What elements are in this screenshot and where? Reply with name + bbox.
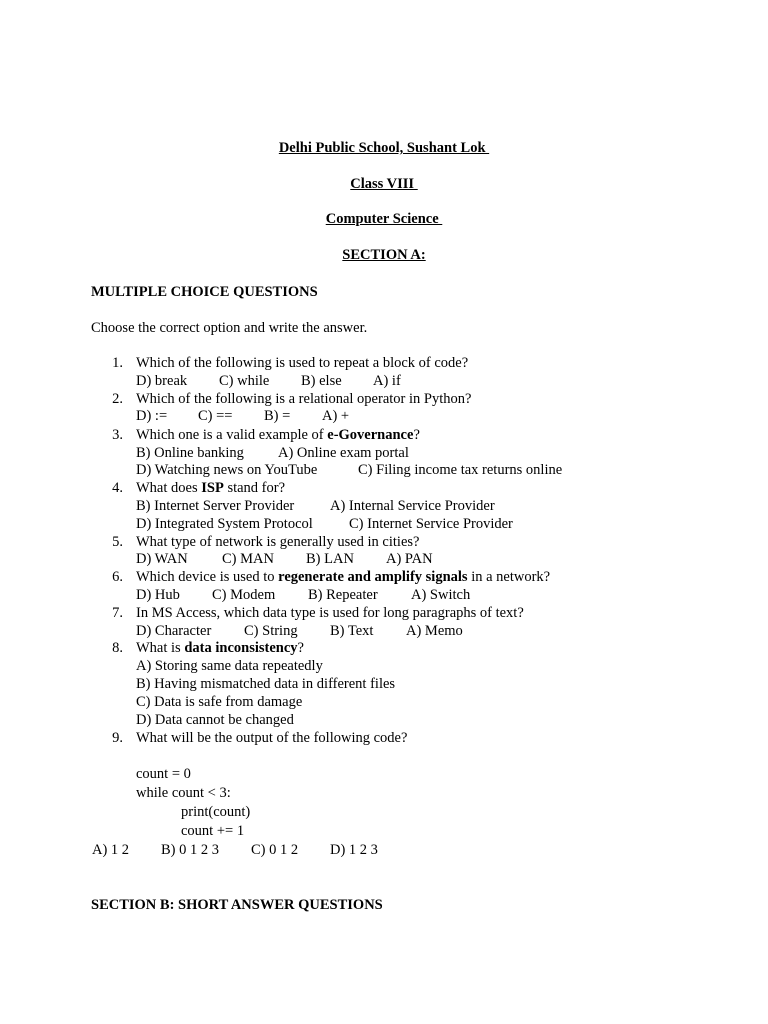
subject-title: Computer Science bbox=[325, 211, 443, 227]
question-number: 1. bbox=[112, 355, 123, 371]
option: B) LAN bbox=[306, 551, 354, 567]
question-text-post: ? bbox=[413, 427, 420, 443]
option: A) + bbox=[322, 408, 350, 424]
option: C) while bbox=[219, 373, 270, 389]
option: D) WAN bbox=[136, 551, 188, 567]
section-b-heading: SECTION B: SHORT ANSWER QUESTIONS bbox=[91, 897, 383, 913]
option: C) String bbox=[244, 623, 298, 639]
question-number: 2. bbox=[112, 391, 123, 407]
option: C) Filing income tax returns online bbox=[358, 462, 563, 478]
mcq-instruction: Choose the correct option and write the answer. bbox=[91, 320, 368, 336]
option: A) Switch bbox=[411, 587, 471, 603]
option: A) Memo bbox=[406, 623, 463, 639]
question-text-pre: What does bbox=[136, 480, 202, 496]
option: D) Hub bbox=[136, 587, 180, 603]
option: C) Internet Service Provider bbox=[349, 516, 513, 532]
option: A) Storing same data repeatedly bbox=[136, 658, 323, 674]
code-line: count += 1 bbox=[181, 823, 245, 839]
question-text-post: in a network? bbox=[467, 569, 551, 585]
question-text: In MS Access, which data type is used for long paragraphs of text? bbox=[136, 605, 524, 621]
option: A) Online exam portal bbox=[278, 445, 409, 461]
option: D) Data cannot be changed bbox=[136, 712, 294, 728]
option: B) Repeater bbox=[308, 587, 378, 603]
option: A) 1 2 bbox=[92, 842, 130, 858]
question-text bbox=[136, 568, 550, 586]
option: B) Internet Server Provider bbox=[136, 498, 295, 514]
question-text bbox=[136, 639, 304, 657]
option: C) Data is safe from damage bbox=[136, 694, 303, 710]
option: C) 0 1 2 bbox=[251, 842, 299, 858]
option: D) Watching news on YouTube bbox=[136, 462, 318, 478]
question-number: 5. bbox=[112, 534, 123, 550]
code-line: print(count) bbox=[181, 804, 251, 820]
question-text bbox=[136, 479, 285, 497]
option: C) MAN bbox=[222, 551, 274, 567]
option: D) 1 2 3 bbox=[330, 842, 378, 858]
question-text-pre: What is bbox=[136, 640, 185, 656]
question-number: 8. bbox=[112, 640, 123, 656]
question-text-post: ? bbox=[297, 640, 304, 656]
question-keyword: ISP bbox=[201, 480, 224, 496]
question-text-pre: Which device is used to bbox=[136, 569, 279, 585]
option: C) Modem bbox=[212, 587, 276, 603]
option: D) Integrated System Protocol bbox=[136, 516, 313, 532]
option: B) 0 1 2 3 bbox=[161, 842, 219, 858]
question-keyword: e-Governance bbox=[327, 427, 414, 443]
option: B) = bbox=[264, 408, 291, 424]
option: B) else bbox=[301, 373, 342, 389]
question-text: What will be the output of the following code? bbox=[136, 730, 408, 746]
question-number: 4. bbox=[112, 480, 123, 496]
question-text bbox=[136, 426, 420, 444]
option: B) Having mismatched data in different files bbox=[136, 676, 396, 692]
option: C) == bbox=[198, 408, 233, 424]
option: D) Character bbox=[136, 623, 212, 639]
option: A) PAN bbox=[386, 551, 433, 567]
option: B) Text bbox=[330, 623, 374, 639]
option: A) if bbox=[373, 373, 401, 389]
question-keyword: regenerate and amplify signals bbox=[278, 569, 468, 585]
option: D) break bbox=[136, 373, 188, 389]
question-text-post: stand for? bbox=[223, 480, 286, 496]
option: A) Internal Service Provider bbox=[330, 498, 495, 514]
code-line: count = 0 bbox=[136, 766, 191, 782]
class-title: Class VIII bbox=[350, 176, 418, 192]
question-text-pre: Which one is a valid example of bbox=[136, 427, 328, 443]
mcq-heading: MULTIPLE CHOICE QUESTIONS bbox=[91, 284, 318, 300]
question-number: 3. bbox=[112, 427, 123, 443]
question-text: Which of the following is used to repeat a block of code? bbox=[136, 355, 469, 371]
question-text: Which of the following is a relational operator in Python? bbox=[136, 391, 472, 407]
question-number: 6. bbox=[112, 569, 123, 585]
question-number: 7. bbox=[112, 605, 123, 621]
option: B) Online banking bbox=[136, 445, 244, 461]
option: D) := bbox=[136, 408, 168, 424]
section-a-title: SECTION A: bbox=[342, 247, 426, 263]
code-line: while count < 3: bbox=[136, 785, 231, 801]
question-keyword: data inconsistency bbox=[184, 640, 298, 656]
question-number: 9. bbox=[112, 730, 123, 746]
school-name: Delhi Public School, Sushant Lok bbox=[278, 140, 490, 156]
question-text: What type of network is generally used in cities? bbox=[136, 534, 420, 550]
